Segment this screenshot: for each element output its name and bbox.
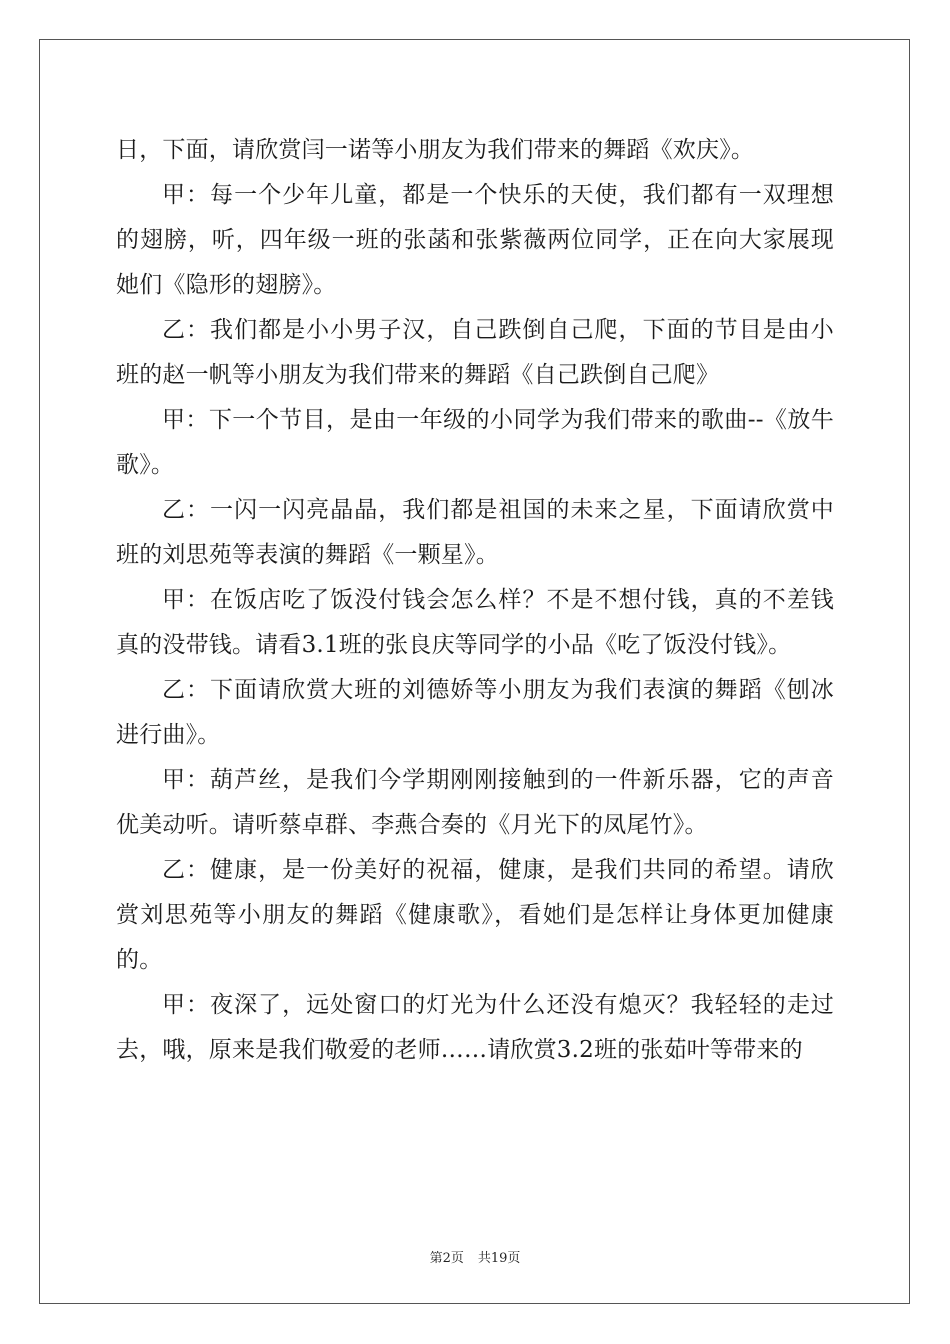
- paragraph-9: 乙：健康，是一份美好的祝福，健康，是我们共同的希望。请欣赏刘思苑等小朋友的舞蹈《健康歌》，看她们是怎样让身体更加健康的。: [116, 857, 834, 973]
- paragraph-1: 日，下面，请欣赏闫一诺等小朋友为我们带来的舞蹈《欢庆》。: [116, 137, 755, 163]
- paragraph-8: 甲：葫芦丝，是我们今学期刚刚接触到的一件新乐器，它的声音优美动听。请听蔡卓群、李燕合奏的《月光下的凤尾竹》。: [116, 767, 834, 838]
- page-footer: [0, 1247, 950, 1266]
- paragraph-5: 乙：一闪一闪亮晶晶，我们都是祖国的未来之星，下面请欣赏中班的刘思苑等表演的舞蹈《一颗星》。: [116, 497, 834, 568]
- paragraph-6: 甲：在饭店吃了饭没付钱会怎么样？不是不想付钱，真的不差钱真的没带钱。请看3.1班的张良庆等同学的小品《吃了饭没付钱》。: [116, 587, 834, 658]
- paragraph-10: 甲：夜深了，远处窗口的灯光为什么还没有熄灭？我轻轻的走过去，哦，原来是我们敬爱的老师……请欣赏3.2班的张茹叶等带来的: [116, 992, 834, 1063]
- page-number: 第2页: [429, 1251, 464, 1266]
- paragraph-4: 甲：下一个节目，是由一年级的小同学为我们带来的歌曲--《放牛歌》。: [116, 407, 834, 478]
- document-body: [116, 128, 834, 1073]
- paragraph-7: 乙：下面请欣赏大班的刘德娇等小朋友为我们表演的舞蹈《刨冰进行曲》。: [116, 677, 834, 748]
- paragraph-2: 甲：每一个少年儿童，都是一个快乐的天使，我们都有一双理想的翅膀，听，四年级一班的张菡和张紫薇两位同学，正在向大家展现她们《隐形的翅膀》。: [116, 182, 834, 298]
- paragraph-3: 乙：我们都是小小男子汉，自己跌倒自己爬，下面的节目是由小班的赵一帆等小朋友为我们带来的舞蹈《自己跌倒自己爬》: [116, 317, 834, 388]
- page-total: 共19页: [477, 1251, 521, 1266]
